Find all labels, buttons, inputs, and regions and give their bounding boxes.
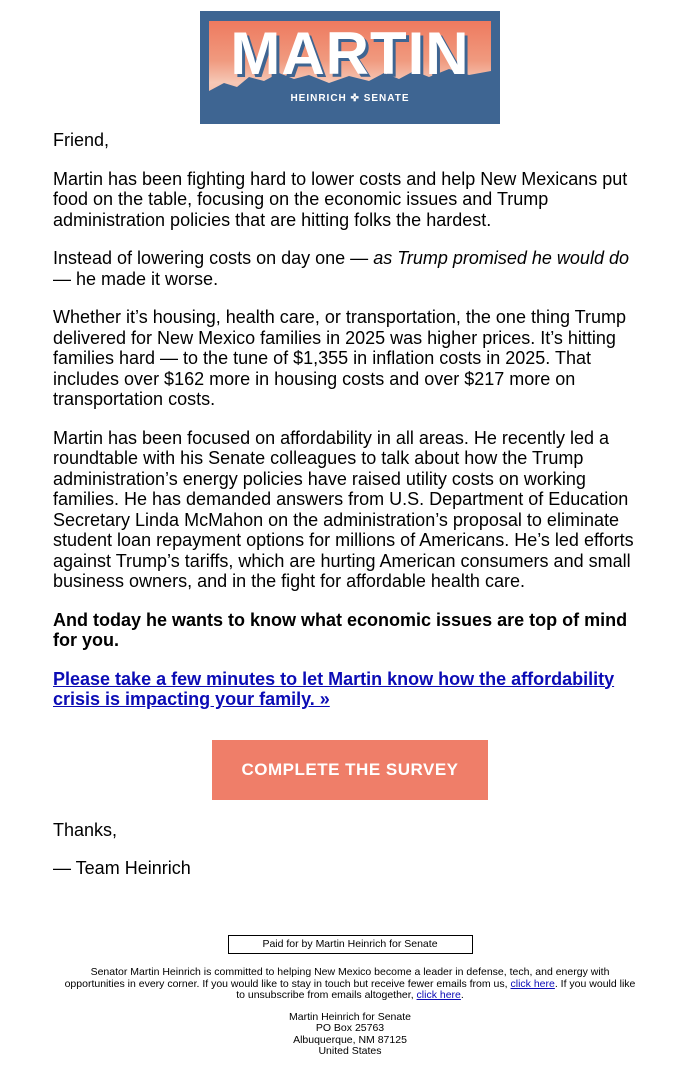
greeting: Friend,: [53, 130, 110, 150]
paragraph: Instead of lowering costs on day one — as Trump promised he would do — he made it worse.: [53, 248, 629, 289]
footer-disclaimer: Senator Martin Heinrich is committed to helping New Mexico become a leader in defense, tech, and energy with opportunities in every corner. If you would like to stay in touch but receive fewer emails from us, click here. If you would like to unsubscribe from emails altogether, click here.: [64, 966, 636, 1001]
paragraph: Martin has been fighting hard to lower costs and help New Mexicans put food on the table, focusing on the economic issues and Trump administration policies that are hitting folks the hardest.: [53, 168, 628, 230]
survey-link[interactable]: Please take a few minutes to let Martin know how the affordability crisis is impacting your family. »: [53, 668, 615, 709]
paid-for-disclaimer: Paid for by Martin Heinrich for Senate: [228, 935, 473, 954]
footer: [0, 935, 700, 1058]
complete-survey-button[interactable]: COMPLETE THE SURVEY: [212, 740, 488, 800]
paragraph: Whether it’s housing, health care, or transportation, the one thing Trump delivered for New Mexico families in 2025 was higher prices. It’s hitting families hard — to the tune of $1,355 in inflation costs in 2025. That includes over $162 more in housing costs and over $217 more on transportation costs.: [53, 307, 626, 409]
call-to-action-text: And today he wants to know what economic issues are top of mind for you.: [53, 609, 628, 650]
unsubscribe-link[interactable]: click here: [416, 989, 461, 1001]
logo-subtitle: HEINRICH ✜ SENATE: [290, 93, 410, 104]
thanks: Thanks,: [53, 819, 118, 840]
mailing-address: Martin Heinrich for Senate PO Box 25763 Albuquerque, NM 87125 United States: [289, 1010, 411, 1057]
logo-name: MARTIN: [230, 21, 470, 87]
fewer-emails-link[interactable]: click here: [510, 977, 555, 990]
paragraph: Martin has been focused on affordability in all areas. He recently led a roundtable with his Senate colleagues to talk about how the Trump administration’s energy policies have raised utility costs on working families. He has demanded answers from U.S. Department of Education Secretary Linda McMahon on the administration’s proposal to eliminate student loan repayment options for millions of Americans. He’s led efforts against Trump’s tariffs, which are hurting American consumers and small business owners, and in the fight for affordable health care.: [53, 427, 634, 591]
email-body: [53, 130, 645, 897]
signoff: — Team Heinrich: [53, 858, 191, 878]
campaign-logo: [200, 11, 500, 124]
